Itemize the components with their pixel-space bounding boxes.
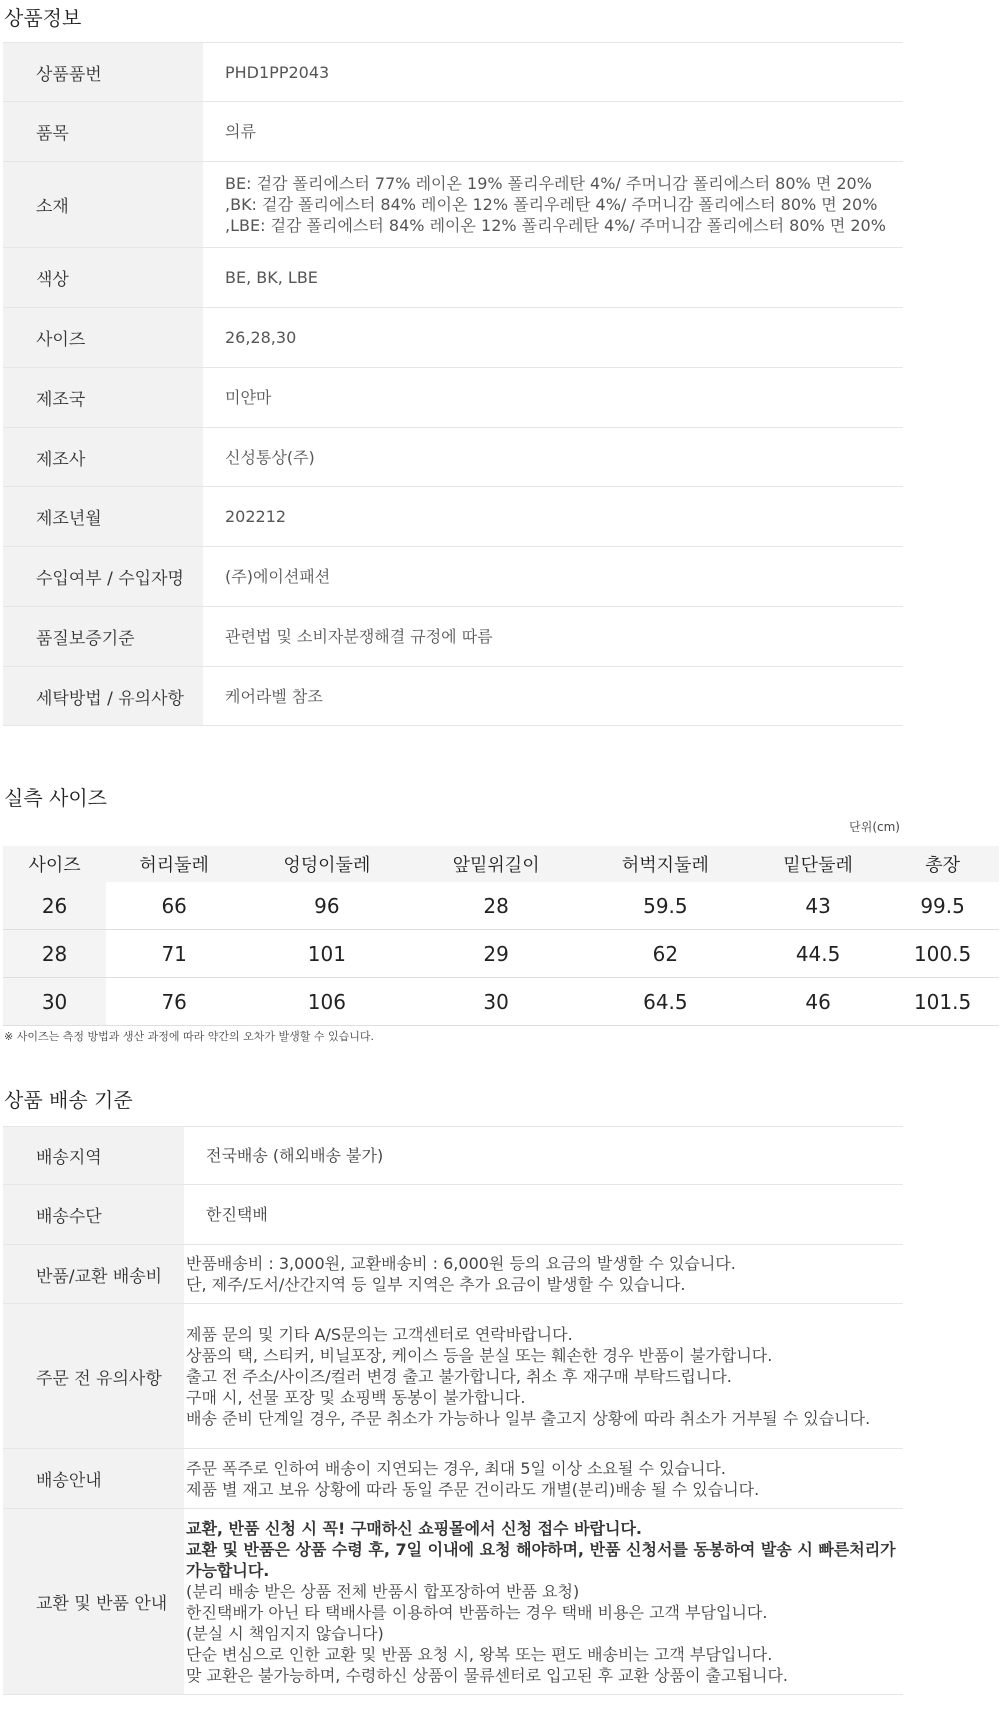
size-cell: 64.5 (581, 978, 750, 1026)
shipping-line: 제품 별 재고 보유 상황에 따라 동일 주문 건이라도 개별(분리)배송 될 수 있습니다. (186, 1479, 760, 1499)
shipping-label: 배송수단 (3, 1185, 184, 1245)
shipping-line: (분리 배송 받은 상품 전체 반품시 합포장하여 반품 요청) (186, 1581, 580, 1601)
size-header-cell: 밑단둘레 (750, 846, 886, 882)
info-value: 관련법 및 소비자분쟁해결 규정에 따름 (203, 607, 903, 667)
info-value: BE: 겉감 폴리에스터 77% 레이온 19% 폴리우레탄 4%/ 주머니감 폴리에스터 80% 면 20% ,BK: 겉감 폴리에스터 84% 레이온 12% 폴리우레탄 4%/ 주머니감 폴리에스터 80% 면 20% ,LBE: 겉감 폴리에스터 84% 레이온 12% 폴리우레탄 4%/ 주머니감 폴리에스터 80% 면 20% (203, 162, 903, 248)
size-cell: 28 (3, 930, 106, 978)
size-cell: 62 (581, 930, 750, 978)
info-row (3, 547, 903, 607)
info-value: 의류 (203, 102, 903, 162)
shipping-row (3, 1245, 903, 1304)
shipping-line: 교환, 반품 신청 시 꼭! 구매하신 쇼핑몰에서 신청 접수 바랍니다. (186, 1518, 642, 1538)
size-cell: 96 (242, 882, 411, 930)
shipping-label: 주문 전 유의사항 (3, 1304, 184, 1449)
size-chart-title: 실측 사이즈 (4, 786, 107, 810)
product-info-table (3, 42, 903, 726)
shipping-line: 출고 전 주소/사이즈/컬러 변경 출고 불가합니다, 취소 후 재구매 부탁드립니다. (186, 1366, 732, 1386)
info-value: PHD1PP2043 (203, 43, 903, 102)
info-row (3, 368, 903, 428)
shipping-value (184, 1509, 903, 1695)
size-chart-table (3, 846, 999, 1026)
shipping-value (184, 1304, 903, 1449)
info-label: 품질보증기준 (3, 607, 203, 667)
shipping-line: 반품배송비 : 3,000원, 교환배송비 : 6,000원 등의 요금의 발생할 수 있습니다. (186, 1254, 736, 1273)
size-cell: 30 (3, 978, 106, 1026)
info-row (3, 308, 903, 368)
info-label: 제조사 (3, 428, 203, 487)
size-row (3, 978, 999, 1026)
size-cell: 66 (106, 882, 242, 930)
info-value: 신성통상(주) (203, 428, 903, 487)
size-cell: 30 (412, 978, 581, 1026)
info-row (3, 248, 903, 308)
size-cell: 26 (3, 882, 106, 930)
info-label: 제조년월 (3, 487, 203, 547)
info-row (3, 43, 903, 102)
info-row (3, 162, 903, 248)
info-value: 202212 (203, 487, 903, 547)
shipping-row (3, 1127, 903, 1185)
shipping-row (3, 1185, 903, 1245)
size-cell: 43 (750, 882, 886, 930)
shipping-line: (분실 시 책임지지 않습니다) (186, 1623, 384, 1643)
info-row (3, 102, 903, 162)
shipping-value (184, 1245, 903, 1304)
info-label: 상품품번 (3, 43, 203, 102)
size-row (3, 882, 999, 930)
shipping-line: 교환 및 반품은 상품 수령 후, 7일 이내에 요청 해야하며, 반품 신청서를 동봉하여 발송 시 빠른처리가 가능합니다. (186, 1539, 896, 1580)
size-unit-label: 단위(cm) (849, 820, 900, 834)
shipping-line: 제품 문의 및 기타 A/S문의는 고객센터로 연락바랍니다. (186, 1324, 573, 1344)
info-label: 색상 (3, 248, 203, 308)
size-cell: 106 (242, 978, 411, 1026)
info-value: BE, BK, LBE (203, 248, 903, 308)
info-label: 사이즈 (3, 308, 203, 368)
shipping-table (3, 1126, 903, 1695)
shipping-row (3, 1509, 903, 1695)
shipping-line: 배송 준비 단계일 경우, 주문 취소가 가능하나 일부 출고지 상황에 따라 취소가 거부될 수 있습니다. (186, 1408, 871, 1428)
size-header-cell: 엉덩이둘레 (242, 846, 411, 882)
info-row (3, 607, 903, 667)
size-header-cell: 총장 (886, 846, 999, 882)
shipping-value (184, 1127, 903, 1185)
product-info-title: 상품정보 (4, 6, 82, 30)
size-header-cell: 허리둘레 (106, 846, 242, 882)
shipping-label: 배송지역 (3, 1127, 184, 1185)
shipping-label: 교환 및 반품 안내 (3, 1509, 184, 1695)
size-header-cell: 사이즈 (3, 846, 106, 882)
size-cell: 46 (750, 978, 886, 1026)
shipping-row (3, 1304, 903, 1449)
shipping-value (184, 1185, 903, 1245)
shipping-line: 구매 시, 선물 포장 및 쇼핑백 동봉이 불가합니다. (186, 1387, 526, 1407)
shipping-label: 배송안내 (3, 1449, 184, 1509)
size-note: ※ 사이즈는 측정 방법과 생산 과정에 따라 약간의 오차가 발생할 수 있습니다. (4, 1030, 374, 1043)
shipping-label: 반품/교환 배송비 (3, 1245, 184, 1304)
shipping-row (3, 1449, 903, 1509)
shipping-line: 단순 변심으로 인한 교환 및 반품 요청 시, 왕복 또는 편도 배송비는 고객 부담입니다. (186, 1644, 773, 1664)
info-label: 품목 (3, 102, 203, 162)
shipping-title: 상품 배송 기준 (4, 1088, 133, 1112)
size-cell: 101.5 (886, 978, 999, 1026)
info-value: (주)에이션패션 (203, 547, 903, 607)
info-value: 케어라벨 참조 (203, 667, 903, 726)
size-cell: 28 (412, 882, 581, 930)
info-row (3, 667, 903, 726)
size-cell: 44.5 (750, 930, 886, 978)
size-row (3, 930, 999, 978)
info-label: 제조국 (3, 368, 203, 428)
shipping-line: 주문 폭주로 인하여 배송이 지연되는 경우, 최대 5일 이상 소요될 수 있습니다. (186, 1458, 726, 1478)
size-cell: 99.5 (886, 882, 999, 930)
size-cell: 100.5 (886, 930, 999, 978)
size-header-cell: 앞밑위길이 (412, 846, 581, 882)
size-cell: 76 (106, 978, 242, 1026)
info-row (3, 428, 903, 487)
size-cell: 101 (242, 930, 411, 978)
shipping-line: 맞 교환은 불가능하며, 수령하신 상품이 물류센터로 입고된 후 교환 상품이 출고됩니다. (186, 1665, 788, 1685)
shipping-line: 한진택배 (206, 1205, 268, 1224)
shipping-line: 상품의 택, 스티커, 비닐포장, 케이스 등을 분실 또는 훼손한 경우 반품이 불가합니다. (186, 1345, 773, 1365)
shipping-line: 전국배송 (해외배송 불가) (206, 1146, 384, 1165)
shipping-line: 단, 제주/도서/산간지역 등 일부 지역은 추가 요금이 발생할 수 있습니다. (186, 1275, 686, 1294)
shipping-value (184, 1449, 903, 1509)
info-row (3, 487, 903, 547)
size-cell: 29 (412, 930, 581, 978)
size-header-cell: 허벅지둘레 (581, 846, 750, 882)
info-value: 26,28,30 (203, 308, 903, 368)
size-cell: 59.5 (581, 882, 750, 930)
info-label: 소재 (3, 162, 203, 248)
info-label: 세탁방법 / 유의사항 (3, 667, 203, 726)
info-label: 수입여부 / 수입자명 (3, 547, 203, 607)
shipping-line: 한진택배가 아닌 타 택배사를 이용하여 반품하는 경우 택배 비용은 고객 부담입니다. (186, 1602, 768, 1622)
size-cell: 71 (106, 930, 242, 978)
info-value: 미얀마 (203, 368, 903, 428)
